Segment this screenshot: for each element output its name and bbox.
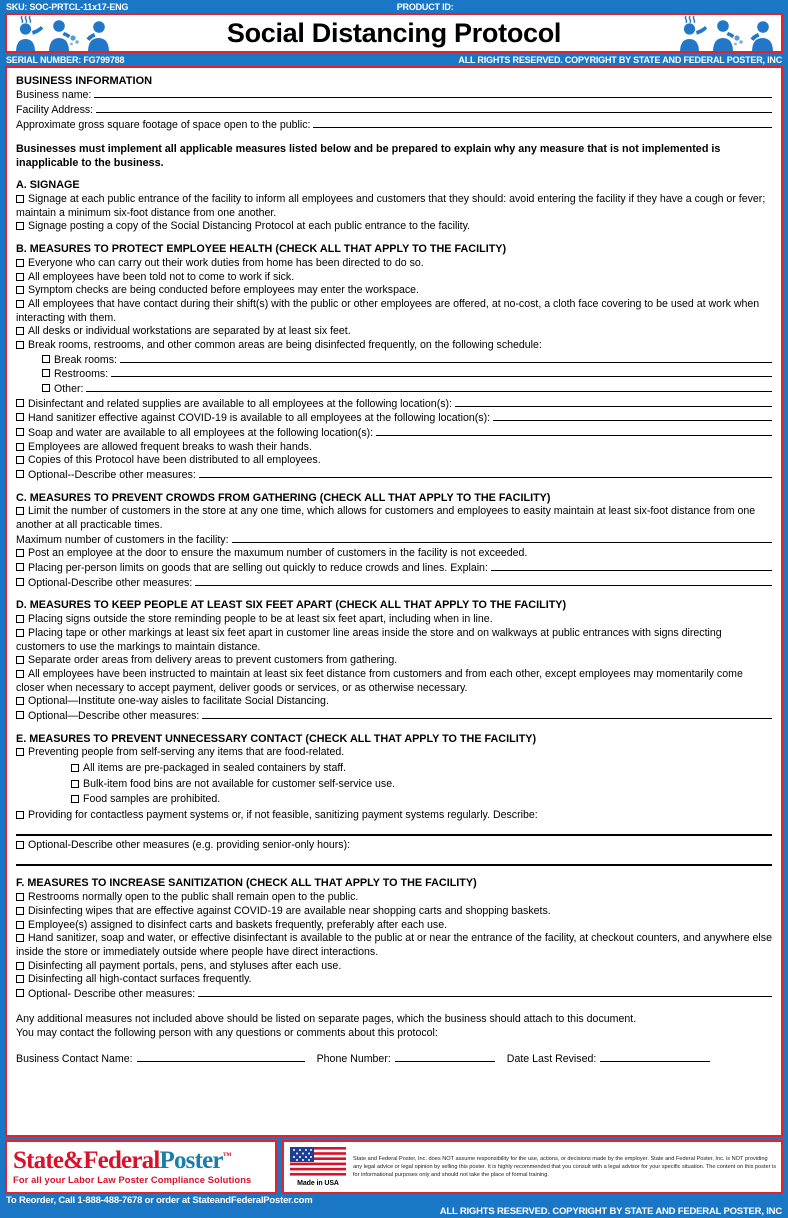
checkbox-row[interactable] [16,547,772,561]
per-person-limits-input[interactable] [491,561,772,571]
business-contact-name-label: Business Contact Name: [16,1053,133,1066]
sku-strip [0,0,788,13]
checkbox-label: All desks or individual workstations are separated by at least six feet. [28,325,351,338]
checkbox-icon[interactable] [71,764,79,772]
checkbox-icon[interactable] [16,341,24,349]
checkbox-icon[interactable] [16,921,24,929]
checkbox-icon[interactable] [16,273,24,281]
checkbox-label: Bulk-item food bins are not available for customer self-service use. [83,777,396,790]
coughing-person-icon-2 [744,14,778,52]
brand-word-federal: Federal [83,1147,160,1174]
section-f-heading: F. MEASURES TO INCREASE SANITIZATION (CHECK ALL THAT APPLY TO THE FACILITY) [16,877,477,890]
checkbox-label: Symptom checks are being conducted before employees may enter the workspace. [28,284,419,297]
checkbox-row[interactable] [16,654,772,668]
max-customers-input[interactable] [232,533,772,543]
checkbox-row[interactable] [16,778,772,792]
checkbox-row[interactable] [16,576,772,591]
checkbox-icon[interactable] [16,300,24,308]
footer-rights-strip [0,1206,788,1218]
square-footage-input[interactable] [313,118,772,128]
checkbox-label: All employees have been told not to come to work if sick. [28,270,295,283]
checkbox-label: All items are pre-packaged in sealed containers by staff. [83,762,347,775]
checkbox-icon[interactable] [16,811,24,819]
section-d-other-measures-input[interactable] [202,709,772,719]
checkbox-row[interactable] [16,932,772,959]
checkbox-icon[interactable] [16,841,24,849]
section-b-heading: B. MEASURES TO PROTECT EMPLOYEE HEALTH (CHECK ALL THAT APPLY TO THE FACILITY) [16,243,507,256]
checkbox-row[interactable] [16,891,772,905]
other-schedule-field[interactable] [16,382,772,397]
break-rooms-field[interactable] [16,353,772,368]
reorder-strip[interactable] [0,1194,788,1206]
checkbox-label: Optional—Institute one-way aisles to facilitate Social Distancing. [28,695,329,708]
checkbox-icon[interactable] [71,795,79,803]
serial-number-label: SERIAL NUMBER: FG799788 [6,54,125,65]
checkbox-row[interactable] [16,668,772,695]
section-e-other-measures-rule [16,864,772,866]
business-name-field[interactable] [16,88,772,103]
checkbox-icon[interactable] [16,428,24,436]
section-c-heading: C. MEASURES TO PREVENT CROWDS FROM GATHERING (CHECK ALL THAT APPLY TO THE FACILITY) [16,491,551,504]
checkbox-icon[interactable] [16,711,24,719]
checkbox-label: Limit the number of customers in the store at any one time, which allows for customers and employees to easity maintain at least six-foot distance from one another at all practicable times. [16,505,756,532]
date-last-revised-label: Date Last Revised: [506,1053,597,1066]
checkbox-label: Hand sanitizer, soap and water, or effective disinfectant is available to the public at or near the entrance of the facility, at checkout counters, and anywhere else inside the store or immediately outside where people have direct interactions. [16,932,772,958]
soap-location-input[interactable] [376,426,772,436]
disclaimer-text: State and Federal Poster, Inc. does NOT assume responsibility for the use, actions, or decisions made by the employer. State and Federal Poster, Inc. is NOT providing any legal advice or legal opinion by selling this poster. It is highly recommended that you consult with a legal advisor for your specific situation. The content on this poster is for informational purposes only and should not take the place of formal training. [353,1155,777,1179]
checkbox-label: Optional--Describe other measures: [28,468,196,481]
sick-people-icon-group-left [7,14,117,52]
checkbox-row[interactable] [16,325,772,339]
checkbox-label: Disinfecting all high-contact surfaces frequently. [28,973,252,986]
checkbox-label: Providing for contactless payment systems or, if not feasible, sanitizing payment systems regularly. Describe: [28,809,538,822]
sanitizer-location-input[interactable] [493,411,772,421]
checkbox-icon[interactable] [16,327,24,335]
checkbox-label: Everyone who can carry out their work duties from home has been directed to do so. [28,257,424,270]
brand-tagline: For all your Labor Law Poster Compliance Solutions [13,1174,252,1185]
section-a-heading: A. SIGNAGE [16,179,80,192]
break-rooms-input[interactable] [120,353,772,363]
business-name-label: Business name: [16,89,92,102]
checkbox-icon[interactable] [16,443,24,451]
checkbox-label: Restrooms normally open to the public shall remain open to the public. [28,891,359,904]
checkbox-row[interactable] [16,746,772,760]
checkbox-row[interactable] [16,973,772,987]
checkbox-label: Placing per-person limits on goods that are selling out quickly to reduce crowds and lines. Explain: [28,562,488,575]
serial-strip [0,53,788,66]
business-contact-name-input[interactable] [137,1052,305,1062]
checkbox-row[interactable] [16,793,772,807]
square-footage-field[interactable] [16,118,772,133]
checkbox-label: All employees that have contact during their shift(s) with the public or other employees are offered, at no-cost, a cloth face covering to be used at work when interacting with them. [16,298,760,324]
checkbox-label: Employee(s) assigned to disinfect carts and baskets frequently, preferably after each use. [28,918,448,931]
date-last-revised-input[interactable] [600,1052,710,1062]
facility-address-field[interactable] [16,103,772,118]
checkbox-row[interactable] [16,454,772,468]
fever-person-icon-2 [674,14,708,52]
checkbox-icon[interactable] [16,549,24,557]
break-rooms-label: Break rooms: [54,353,117,366]
checkbox-row[interactable] [16,468,772,483]
brand-logo-wordmark [13,1148,269,1173]
made-in-usa-label: Made in USA [297,1180,339,1187]
trademark-icon: ™ [222,1150,231,1161]
checkbox-row[interactable] [16,339,772,353]
checkbox-label: Hand sanitizer effective against COVID-19 is available to all employees at the following location(s): [28,412,491,425]
checkbox-icon[interactable] [16,670,24,678]
checkbox-label: Food samples are prohibited. [83,793,221,806]
brand-logo [5,1140,277,1194]
section-b-other-measures-input[interactable] [199,468,772,478]
checkbox-label: Optional-Describe other measures: [28,576,193,589]
fever-person-icon [10,14,44,52]
closing-line-1: Any additional measures not included above should be listed on separate pages, which the business should attach to this document. [16,1012,637,1025]
checkbox-label: Soap and water are available to all employees at the following location(s): [28,426,374,439]
intro-paragraph: Businesses must implement all applicable measures listed below and be prepared to explain why any measure that is not implemented is inapplicable to the business. [16,143,721,170]
facility-address-label: Facility Address: [16,103,94,116]
page-title: Social Distancing Protocol [226,17,562,48]
max-customers-field[interactable] [16,533,772,548]
protocol-body [5,66,783,1137]
restrooms-label: Restrooms: [54,368,109,381]
business-name-input[interactable] [94,88,772,98]
other-schedule-input[interactable] [86,382,772,392]
title-band [5,13,783,53]
reorder-label: To Reorder, Call 1-888-488-7678 or order at StateandFederalPoster.com [6,1194,313,1206]
checkbox-icon[interactable] [16,989,24,997]
brand-word-amp: & [63,1147,84,1174]
checkbox-row[interactable] [16,613,772,627]
footer-band [5,1140,783,1194]
disclaimer-box [282,1140,783,1194]
checkbox-label: Optional-Describe other measures (e.g. providing senior-only hours): [28,838,351,851]
checkbox-label: Copies of this Protocol have been distributed to all employees. [28,454,321,467]
section-f-other-measures-input[interactable] [198,987,772,997]
phone-number-label: Phone Number: [316,1053,391,1066]
checkbox-row[interactable] [16,298,772,325]
checkbox-row[interactable] [16,441,772,455]
checkbox-label: All employees have been instructed to maintain at least six feet distance from customers and from each other, except employees may momentarily come closer when necessary to accept payment, deliver goods or services, or as otherwise necessary. [16,667,743,694]
checkbox-row[interactable] [16,257,772,271]
header-rights-label: ALL RIGHTS RESERVED. COPYRIGHT BY STATE AND FEDERAL POSTER, INC [458,54,782,65]
max-customers-label: Maximum number of customers in the facility: [16,533,229,546]
product-id-label: PRODUCT ID: [396,1,454,12]
checkbox-row[interactable] [16,561,772,576]
sick-people-icon-group-right [671,14,781,52]
checkbox-icon[interactable] [16,656,24,664]
checkbox-label: Optional- Describe other measures: [28,987,196,1000]
coughing-person-icon [80,14,114,52]
checkbox-icon[interactable] [16,697,24,705]
checkbox-icon[interactable] [16,470,24,478]
checkbox-icon[interactable] [42,355,50,363]
checkbox-icon[interactable] [16,286,24,294]
sneezing-person-icon-2 [709,14,743,52]
closing-line-2: You may contact the following person with any questions or comments about this protocol: [16,1026,438,1039]
checkbox-row[interactable] [16,960,772,974]
checkbox-icon[interactable] [16,563,24,571]
checkbox-icon[interactable] [16,507,24,515]
checkbox-row[interactable] [16,839,772,853]
checkbox-label: Preventing people from self-serving any items that are food-related. [28,746,345,759]
restrooms-field[interactable] [16,367,772,382]
checkbox-icon[interactable] [16,748,24,756]
checkbox-icon[interactable] [16,195,24,203]
checkbox-label: Signage at each public entrance of the facility to inform all employees and customers that they should: avoid entering the facility if they have a cough or fever; maintain a minimum six-foot distance from one another. [16,193,766,219]
checkbox-row[interactable] [16,284,772,298]
disinfectant-location-input[interactable] [455,397,772,407]
contactless-describe-rule [16,834,772,836]
checkbox-row[interactable] [16,505,772,532]
checkbox-icon[interactable] [16,259,24,267]
checkbox-icon[interactable] [16,578,24,586]
checkbox-icon[interactable] [16,934,24,942]
checkbox-row[interactable] [16,905,772,919]
facility-address-input[interactable] [96,103,772,113]
checkbox-label: Placing tape or other markings at least six feet apart in customer line areas inside the store and on walkways at public entrances with signs directing customers to use the markings to maintain distance. [16,626,722,653]
checkbox-row[interactable] [16,695,772,709]
checkbox-label: Post an employee at the door to ensure the maxumum number of customers in the facility is not exceeded. [28,547,528,560]
checkbox-row[interactable] [16,411,772,426]
sneezing-person-icon [45,14,79,52]
section-d-heading: D. MEASURES TO KEEP PEOPLE AT LEAST SIX FEET APART (CHECK ALL THAT APPLY TO THE FACILITY) [16,599,567,612]
checkbox-label: Disinfecting wipes that are effective against COVID-19 are available near shopping carts and shopping baskets. [28,905,551,917]
checkbox-row[interactable] [16,762,772,776]
checkbox-row[interactable] [16,397,772,412]
checkbox-icon[interactable] [16,907,24,915]
checkbox-icon[interactable] [42,384,50,392]
brand-word-poster: Poster [159,1147,223,1174]
checkbox-label: Signage posting a copy of the Social Distancing Protocol at each public entrance to the facility. [28,220,471,233]
checkbox-row[interactable] [16,809,772,823]
checkbox-row[interactable] [16,220,772,234]
checkbox-label: Optional—Describe other measures: [28,709,200,722]
checkbox-icon[interactable] [16,456,24,464]
checkbox-icon[interactable] [71,780,79,788]
section-c-other-measures-input[interactable] [195,576,772,586]
checkbox-icon[interactable] [42,369,50,377]
checkbox-icon[interactable] [16,629,24,637]
restrooms-input[interactable] [111,367,772,377]
checkbox-icon[interactable] [16,222,24,230]
checkbox-icon[interactable] [16,615,24,623]
usa-flag-icon [290,1147,346,1179]
checkbox-row[interactable] [16,271,772,285]
checkbox-icon[interactable] [16,413,24,421]
checkbox-icon[interactable] [16,893,24,901]
checkbox-icon[interactable] [16,975,24,983]
checkbox-row[interactable] [16,919,772,933]
checkbox-label: Placing signs outside the store reminding people to be at least six feet apart, including when in line. [28,613,493,626]
checkbox-label: Employees are allowed frequent breaks to wash their hands. [28,440,312,453]
square-footage-label: Approximate gross square footage of space open to the public: [16,118,311,131]
business-information-heading: BUSINESS INFORMATION [16,75,153,87]
phone-number-input[interactable] [395,1052,495,1062]
brand-word-state: State [13,1147,64,1174]
checkbox-label: Break rooms, restrooms, and other common areas are being disinfected frequently, on the following schedule: [28,338,542,351]
sku-label: SKU: SOC-PRTCL-11x17-ENG [6,1,129,12]
contact-fields-row[interactable] [16,1052,772,1067]
checkbox-label: Separate order areas from delivery areas to prevent customers from gathering. [28,654,398,667]
checkbox-icon[interactable] [16,399,24,407]
checkbox-label: Disinfecting all payment portals, pens, and styluses after each use. [28,959,342,972]
checkbox-label: Disinfectant and related supplies are available to all employees at the following location(s): [28,397,452,410]
section-e-heading: E. MEASURES TO PREVENT UNNECESSARY CONTACT (CHECK ALL THAT APPLY TO THE FACILITY) [16,732,537,745]
footer-rights-label: ALL RIGHTS RESERVED. COPYRIGHT BY STATE AND FEDERAL POSTER, INC [439,1206,782,1217]
checkbox-row[interactable] [16,987,772,1002]
checkbox-row[interactable] [16,426,772,441]
checkbox-icon[interactable] [16,962,24,970]
checkbox-row[interactable] [16,709,772,724]
checkbox-row[interactable] [16,193,772,220]
made-in-usa-block [287,1147,349,1187]
checkbox-row[interactable] [16,627,772,654]
other-schedule-label: Other: [54,382,84,395]
